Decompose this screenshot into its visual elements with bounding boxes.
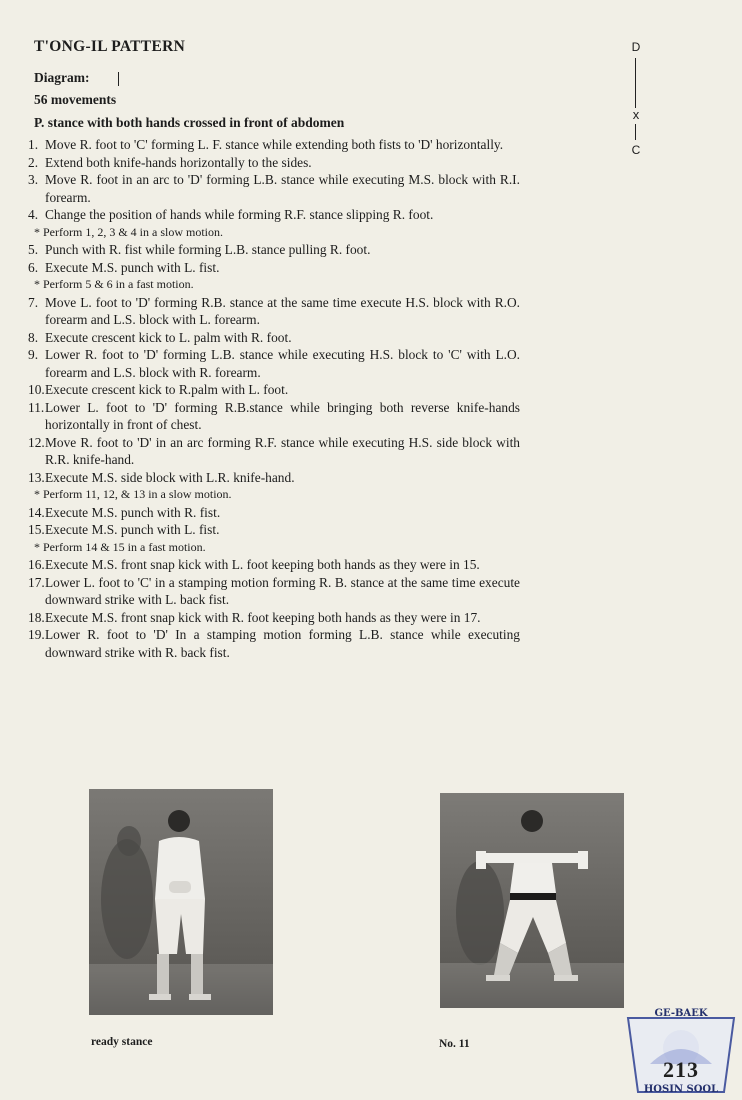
step-text: Lower L. foot to 'C' in a stamping motion forming R. B. stance at the same time execute downward strike with L. back fist. — [45, 574, 520, 607]
step-text: Move R. foot to 'D' in an arc forming R.F. stance while executing H.S. side block with R.R. knife-hand. — [45, 434, 520, 467]
caption-no-11: No. 11 — [439, 1038, 470, 1050]
step-item — [28, 136, 520, 154]
badge-bottom-text: HOSIN SOOL — [643, 1084, 719, 1095]
diagram-label: Diagram: — [34, 70, 90, 85]
step-item — [28, 399, 520, 434]
step-item — [28, 346, 520, 381]
step-text: Move R. foot to 'C' forming L. F. stance while extending both fists to 'D' horizontally. — [45, 137, 504, 152]
step-number: 17. — [28, 574, 45, 590]
step-number: 3. — [28, 172, 39, 187]
step-item — [28, 154, 520, 172]
step-number: 7. — [28, 294, 39, 310]
step-number: 4. — [28, 207, 39, 222]
step-number: 8. — [28, 329, 39, 345]
step-number: 18. — [28, 609, 45, 625]
step-number: 14. — [28, 504, 45, 520]
pattern-diagram — [618, 40, 654, 160]
step-text: Lower L. foot to 'D' forming R.B.stance while bringing both reverse knife-hands horizontally in front of chest. — [45, 399, 520, 432]
diagram-cross: x — [632, 107, 640, 122]
perform-note: * Perform 14 & 15 in a fast motion. — [34, 539, 206, 554]
step-text: Execute M.S. side block with L.R. knife-hand. — [45, 469, 295, 485]
gebaek-badge — [620, 1008, 742, 1100]
step-text: Extend both knife-hands horizontally to the sides. — [45, 154, 312, 170]
step-item — [28, 626, 520, 661]
diagram-bottom-label: C — [631, 143, 641, 157]
step-item — [28, 294, 520, 329]
step-number: 19. — [28, 627, 45, 642]
step-item — [28, 521, 520, 539]
step-text: Lower R. foot to 'D' In a stamping motion forming L.B. stance while executing downward strike with R. back fist. — [45, 627, 520, 660]
step-item — [28, 434, 520, 469]
movements-count: 56 movements — [34, 92, 117, 107]
diagram-line-lower — [635, 124, 636, 140]
step-number: 5. — [28, 242, 39, 257]
page-number: 213 — [663, 1057, 699, 1082]
step-number: 15. — [28, 522, 45, 537]
step-number: 13. — [28, 469, 45, 485]
step-item — [28, 609, 520, 627]
step-item — [28, 171, 520, 206]
step-number: 16. — [28, 557, 45, 572]
photo-ready-stance — [89, 789, 273, 1015]
step-text: Punch with R. fist while forming L.B. stance pulling R. foot. — [45, 242, 371, 257]
step-number: 12. — [28, 434, 45, 450]
photo-movement-11 — [440, 793, 624, 1008]
step-text: Move L. foot to 'D' forming R.B. stance at the same time execute H.S. block with R.O. forearm and L.S. block with L. forearm. — [45, 294, 520, 327]
step-item — [28, 556, 520, 574]
step-item — [28, 469, 520, 487]
diagram-inline-line — [118, 72, 119, 86]
step-text: Execute crescent kick to R.palm with L. foot. — [45, 382, 289, 397]
step-number: 1. — [28, 137, 39, 152]
step-item — [28, 206, 520, 224]
step-number: 11. — [28, 399, 45, 415]
start-stance: P. stance with both hands crossed in front of abdomen — [34, 115, 345, 130]
step-number: 2. — [28, 154, 39, 170]
step-text: Change the position of hands while forming R.F. stance slipping R. foot. — [45, 207, 434, 222]
step-text: Execute M.S. front snap kick with L. foot keeping both hands as they were in 15. — [45, 557, 480, 572]
step-number: 6. — [28, 259, 39, 275]
step-item — [28, 381, 520, 399]
step-text: Lower R. foot to 'D' forming L.B. stance while executing H.S. block to 'C' with L.O. forearm and L.S. block with R. forearm. — [45, 347, 520, 380]
step-text: Execute M.S. punch with R. fist. — [45, 504, 221, 520]
caption-ready-stance: ready stance — [91, 1036, 153, 1048]
page-title: T'ONG-IL PATTERN — [34, 38, 186, 55]
step-item — [28, 574, 520, 609]
perform-note: * Perform 11, 12, & 13 in a slow motion. — [34, 487, 232, 501]
step-text: Execute M.S. punch with L. fist. — [45, 259, 220, 275]
step-number: 9. — [28, 347, 39, 362]
perform-note: * Perform 5 & 6 in a fast motion. — [34, 277, 194, 291]
step-item — [28, 329, 520, 347]
steps-list — [28, 136, 520, 661]
step-number: 10. — [28, 382, 45, 397]
step-item — [28, 259, 520, 277]
step-text: Move R. foot in an arc to 'D' forming L.B. stance while executing M.S. block with R.I. forearm. — [45, 172, 520, 205]
step-text: Execute crescent kick to L. palm with R. foot. — [45, 329, 292, 345]
diagram-line-upper — [635, 58, 636, 108]
step-text: Execute M.S. punch with L. fist. — [45, 522, 220, 537]
diagram-top-label: D — [631, 40, 641, 54]
step-item — [28, 241, 520, 259]
perform-note: * Perform 1, 2, 3 & 4 in a slow motion. — [34, 224, 223, 239]
step-item — [28, 504, 520, 522]
step-text: Execute M.S. front snap kick with R. foot keeping both hands as they were in 17. — [45, 609, 481, 625]
badge-top-text: GE-BAEK — [654, 1008, 708, 1019]
